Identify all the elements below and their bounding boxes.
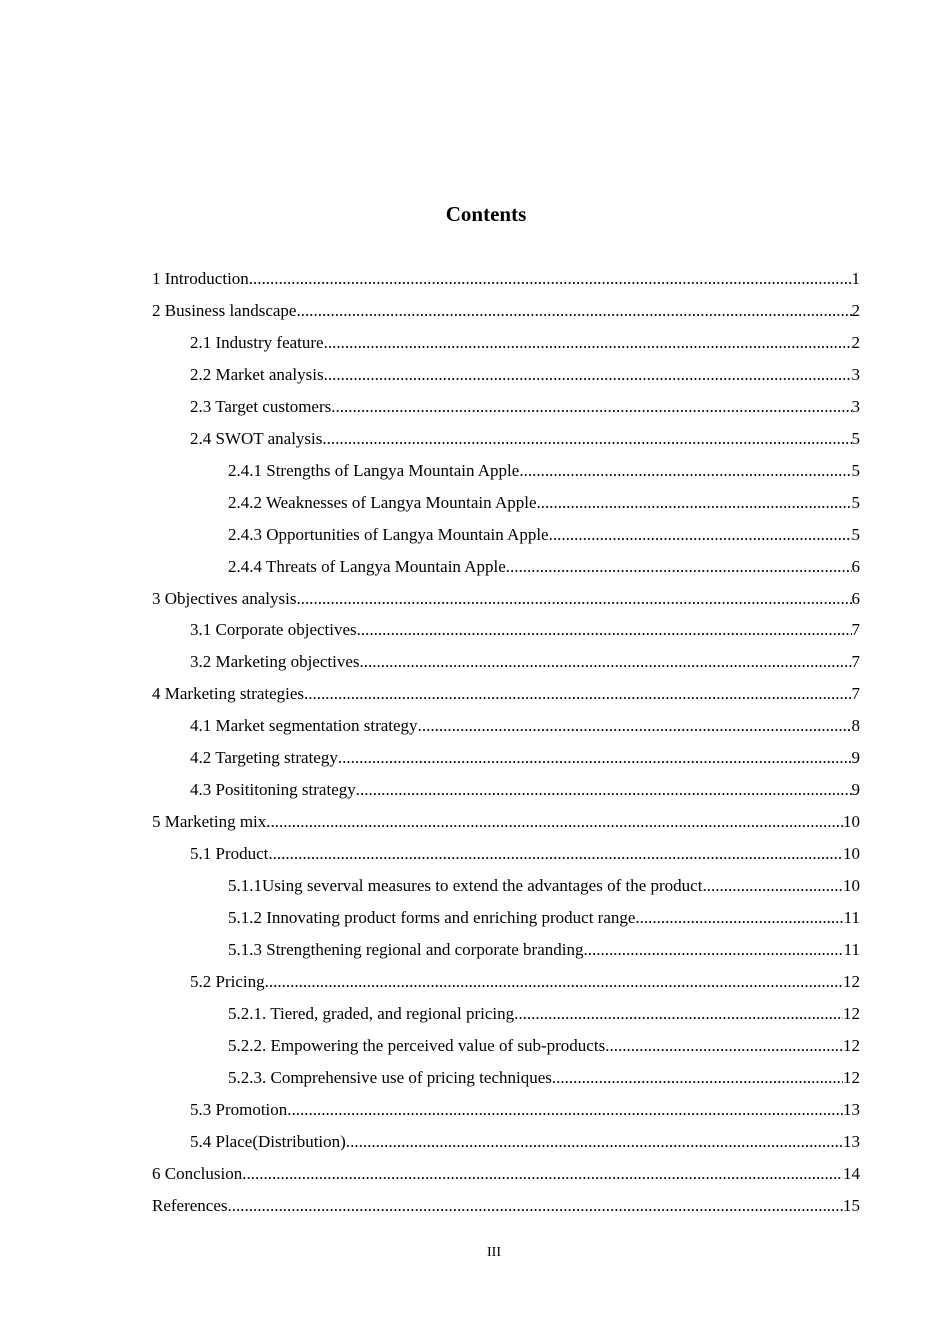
toc-dot-leader (266, 810, 843, 834)
toc-dot-leader (552, 1066, 843, 1090)
toc-entry[interactable] (152, 778, 860, 810)
toc-entry-label: 5 Marketing mix (152, 812, 267, 832)
toc-entry-page: 12 (843, 1003, 860, 1023)
toc-dot-leader (242, 1162, 843, 1186)
toc-entry-label: 2.4.2 Weaknesses of Langya Mountain Apple (228, 492, 537, 512)
toc-entry[interactable] (152, 459, 860, 491)
toc-dot-leader (287, 1098, 843, 1122)
toc-entry[interactable] (152, 427, 860, 459)
toc-entry-label: 5.1.3 Strengthening regional and corporate branding (228, 940, 584, 960)
toc-entry-label: 2.4.3 Opportunities of Langya Mountain Apple (228, 524, 549, 544)
toc-dot-leader (296, 587, 851, 611)
toc-entry-label: 5.1 Product (190, 844, 269, 864)
toc-entry-label: 5.2.3. Comprehensive use of pricing techniques (228, 1067, 552, 1087)
toc-entry[interactable] (152, 714, 860, 746)
toc-entry-label: 4.2 Targeting strategy (190, 748, 338, 768)
toc-entry-page: 1 (851, 269, 860, 288)
toc-entry[interactable] (152, 523, 860, 555)
toc-entry-page: 10 (843, 844, 860, 864)
toc-entry[interactable] (152, 1162, 860, 1194)
toc-entry-page: 5 (851, 460, 860, 480)
toc-dot-leader (322, 427, 851, 451)
toc-entry-page: 7 (851, 684, 860, 704)
toc-dot-leader (346, 1130, 843, 1154)
toc-entry-label: 5.2 Pricing (190, 971, 265, 991)
toc-entry[interactable] (152, 555, 860, 587)
toc-entry[interactable] (152, 395, 860, 427)
toc-entry-page: 11 (843, 940, 860, 960)
toc-entry-label: 2.1 Industry feature (190, 332, 324, 352)
toc-entry-page: 12 (843, 1067, 860, 1087)
toc-dot-leader (357, 618, 852, 642)
toc-entry-label: 3.1 Corporate objectives (190, 620, 357, 640)
toc-entry-page: 10 (843, 876, 860, 896)
toc-entry-page: 15 (843, 1195, 860, 1215)
toc-entry-page: 12 (843, 1035, 860, 1055)
toc-entry-page: 13 (843, 1131, 860, 1151)
toc-entry-page: 9 (851, 748, 860, 768)
toc-entry-label: References (152, 1195, 228, 1215)
toc-entry-page: 7 (851, 652, 860, 672)
toc-entry[interactable] (152, 1066, 860, 1098)
table-of-contents (152, 267, 860, 1226)
toc-entry-page: 3 (851, 364, 860, 384)
toc-entry[interactable] (152, 842, 860, 874)
toc-entry-label: 4.1 Market segmentation strategy (190, 716, 418, 736)
toc-entry[interactable] (152, 938, 860, 970)
toc-dot-leader (304, 682, 851, 706)
toc-dot-leader (537, 491, 852, 515)
toc-entry-label: 5.4 Place(Distribution) (190, 1131, 346, 1151)
toc-entry-page: 2 (851, 300, 860, 320)
toc-entry[interactable] (152, 1098, 860, 1130)
toc-dot-leader (506, 555, 852, 579)
toc-dot-leader (324, 331, 852, 355)
toc-entry-label: 1 Introduction (152, 269, 249, 288)
toc-entry-label: 2 Business landscape (152, 300, 297, 320)
toc-dot-leader (418, 714, 852, 738)
toc-entry[interactable] (152, 491, 860, 523)
toc-entry-page: 7 (851, 620, 860, 640)
toc-dot-leader (702, 874, 843, 898)
toc-entry[interactable] (152, 1034, 860, 1066)
toc-entry-page: 3 (851, 396, 860, 416)
toc-dot-leader (228, 1194, 843, 1218)
toc-entry-label: 4.3 Posititoning strategy (190, 780, 356, 800)
toc-entry-page: 6 (851, 588, 860, 608)
toc-entry-page: 9 (851, 780, 860, 800)
toc-entry[interactable] (152, 331, 860, 363)
toc-entry-label: 5.2.2. Empowering the perceived value of sub-products (228, 1035, 606, 1055)
toc-entry[interactable] (152, 682, 860, 714)
toc-entry-label: 5.1.1Using severval measures to extend the advantages of the product (228, 876, 703, 896)
toc-entry-label: 2.4 SWOT analysis (190, 428, 323, 448)
toc-dot-leader (605, 1034, 843, 1058)
toc-entry[interactable] (152, 970, 860, 1002)
toc-entry-page: 12 (843, 971, 860, 991)
toc-entry[interactable] (152, 906, 860, 938)
toc-entry-label: 4 Marketing strategies (152, 684, 305, 704)
toc-dot-leader (514, 1002, 843, 1026)
toc-entry-page: 10 (843, 812, 860, 832)
toc-dot-leader (356, 778, 852, 802)
toc-dot-leader (360, 650, 852, 674)
toc-dot-leader (583, 938, 843, 962)
toc-entry-page: 11 (843, 908, 860, 928)
toc-dot-leader (338, 746, 852, 770)
toc-entry[interactable] (152, 1002, 860, 1034)
toc-entry[interactable] (152, 1194, 860, 1226)
toc-dot-leader (549, 523, 852, 547)
toc-entry[interactable] (152, 746, 860, 778)
toc-dot-leader (324, 363, 852, 387)
toc-entry-page: 6 (851, 556, 860, 576)
toc-entry-page: 5 (851, 428, 860, 448)
toc-entry-label: 3 Objectives analysis (152, 588, 297, 608)
toc-entry[interactable] (152, 299, 860, 331)
toc-entry[interactable] (152, 363, 860, 395)
page-number: III (487, 1245, 501, 1260)
toc-entry-label: 5.1.2 Innovating product forms and enriching product range (228, 908, 636, 928)
toc-entry-page: 13 (843, 1099, 860, 1119)
toc-entry-label: 5.3 Promotion (190, 1099, 288, 1119)
toc-entry[interactable] (152, 874, 860, 906)
toc-dot-leader (265, 970, 843, 994)
toc-entry-label: 2.2 Market analysis (190, 364, 324, 384)
toc-dot-leader (296, 299, 851, 323)
toc-dot-leader (635, 906, 843, 930)
toc-entry-label: 3.2 Marketing objectives (190, 652, 360, 672)
toc-entry-page: 8 (851, 716, 860, 736)
toc-entry-page: 2 (851, 332, 860, 352)
toc-entry[interactable] (152, 1130, 860, 1162)
toc-entry-page: 14 (843, 1163, 860, 1183)
toc-entry[interactable] (152, 587, 860, 619)
toc-entry-page: 5 (851, 524, 860, 544)
toc-dot-leader (268, 842, 843, 866)
toc-entry[interactable] (152, 618, 860, 650)
toc-dot-leader (331, 395, 851, 419)
toc-entry[interactable] (152, 650, 860, 682)
toc-entry-label: 2.4.1 Strengths of Langya Mountain Apple (228, 460, 520, 480)
toc-entry-label: 6 Conclusion (152, 1163, 243, 1183)
toc-entry-label: 5.2.1. Tiered, graded, and regional pricing (228, 1003, 515, 1023)
toc-dot-leader (519, 459, 851, 483)
contents-title: Contents (445, 202, 527, 226)
toc-entry-label: 2.3 Target customers (190, 396, 332, 416)
toc-dot-leader (249, 267, 852, 291)
toc-entry-page: 5 (851, 492, 860, 512)
toc-entry-label: 2.4.4 Threats of Langya Mountain Apple (228, 556, 506, 576)
toc-entry[interactable] (152, 267, 860, 299)
toc-entry[interactable] (152, 810, 860, 842)
